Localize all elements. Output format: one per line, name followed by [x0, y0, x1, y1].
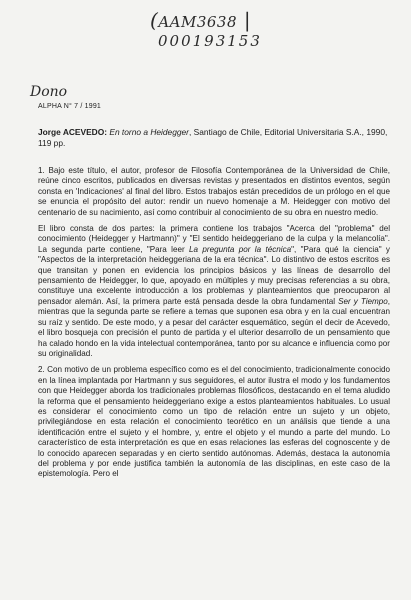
bracket-glyph: |	[237, 8, 252, 32]
citation-author: Jorge ACEVEDO:	[38, 127, 108, 137]
paragraph-1: 1. Bajo este título, el autor, profesor de Filosofía Contemporánea de la Universidad de Chile, reúne cinco escritos, publicados en diversas revistas y presentados en distintos eventos, según consta en 'Indicaciones' al final del libro. Estos trabajos están precedidos de un prólogo en el que se enuncia el propósito del autor: rendir un nuevo homenaje a M. Heidegger con motivo del centenario de su nacimiento, así como contribuir al conocimiento de su obra en nuestro medio.	[38, 166, 390, 217]
handwritten-barcode-number: 000193153	[158, 32, 262, 50]
review-content	[38, 127, 390, 486]
handwritten-accession-number: (AAM3638 |	[150, 8, 252, 32]
book-citation	[38, 127, 390, 149]
italic-title: Ser y Tiempo	[338, 296, 388, 306]
bracket-glyph: (	[150, 8, 159, 32]
italic-title: La pregunta por la técnica	[189, 244, 292, 254]
paragraph-3: 2. Con motivo de un problema específico como es el del conocimiento, tradicionalmente conocido en la línea implantada por Hartmann y sus seguidores, el autor ilustra el modo y los fundamentos con que Heidegger aborda los tradicionales problemas filosóficos, destacando en el tema aludido la reforma que el pensamiento heideggeriano exige a estos planteamientos habituales. Lo usual es considerar el conocimiento como un tipo de relación entre un sujeto y un objeto, privilegiándose en esta relación el conocimiento teorético en un análisis que tiende a una identificación entre el sujeto y el hombre, y, entre el objeto y el mundo a parte del mundo. Lo característico de esta interpretación es que en esas relaciones las esferas del cognoscente y de lo conocido aparecen separadas y en cierto sentido autónomas. Además, destaca la autonomía del problema y por ende justifica también la autonomía de las disciplinas, en este caso de la epistemología. Pero el	[38, 365, 390, 479]
citation-title: En torno a Heidegger	[109, 127, 189, 137]
citation-details: , Santiago de Chile, Editorial Universitaria S.A., 1990, 119 pp.	[38, 127, 388, 148]
paragraph-2: El libro consta de dos partes: la primera contiene los trabajos "Acerca del "problema" del conocimiento (Heidegger y Hartmann)" y "El sentido heideggeriano de la culpa y la melancolía". La segunda parte contiene, "Para leer La pregunta por la técnica", "Para qué la ciencia" y "Aspectos de la interpretación heideggeriana de la era técnica". Lo distintivo de estos escritos es que transitan y ponen en evidencia los principios básicos y las líneas de desarrollo del pensamiento de Heidegger, lo que, apoyado en múltiples y muy precisas referencias a su obra, constituye una excelente introducción a los problemas y planteamientos que preocuparon al pensador alemán. Así, la primera parte está pensada desde la obra fundamental Ser y Tiempo, mientras que la segunda parte se refiere a temas que suponen esa obra y en la cual encuentran su raíz y sentido. De este modo, y a pesar del carácter esquemático, según el decir de Acevedo, el libro bosqueja con precisión el punto de partida y el ulterior desarrollo de un pensamiento que ha calado hondo en la vida intelectual contemporánea, tanto por su alcance e influencia como por su originalidad.	[38, 224, 390, 358]
handwritten-signature: Dono	[30, 84, 68, 100]
journal-series-header: ALPHA N° 7 / 1991	[38, 103, 102, 110]
